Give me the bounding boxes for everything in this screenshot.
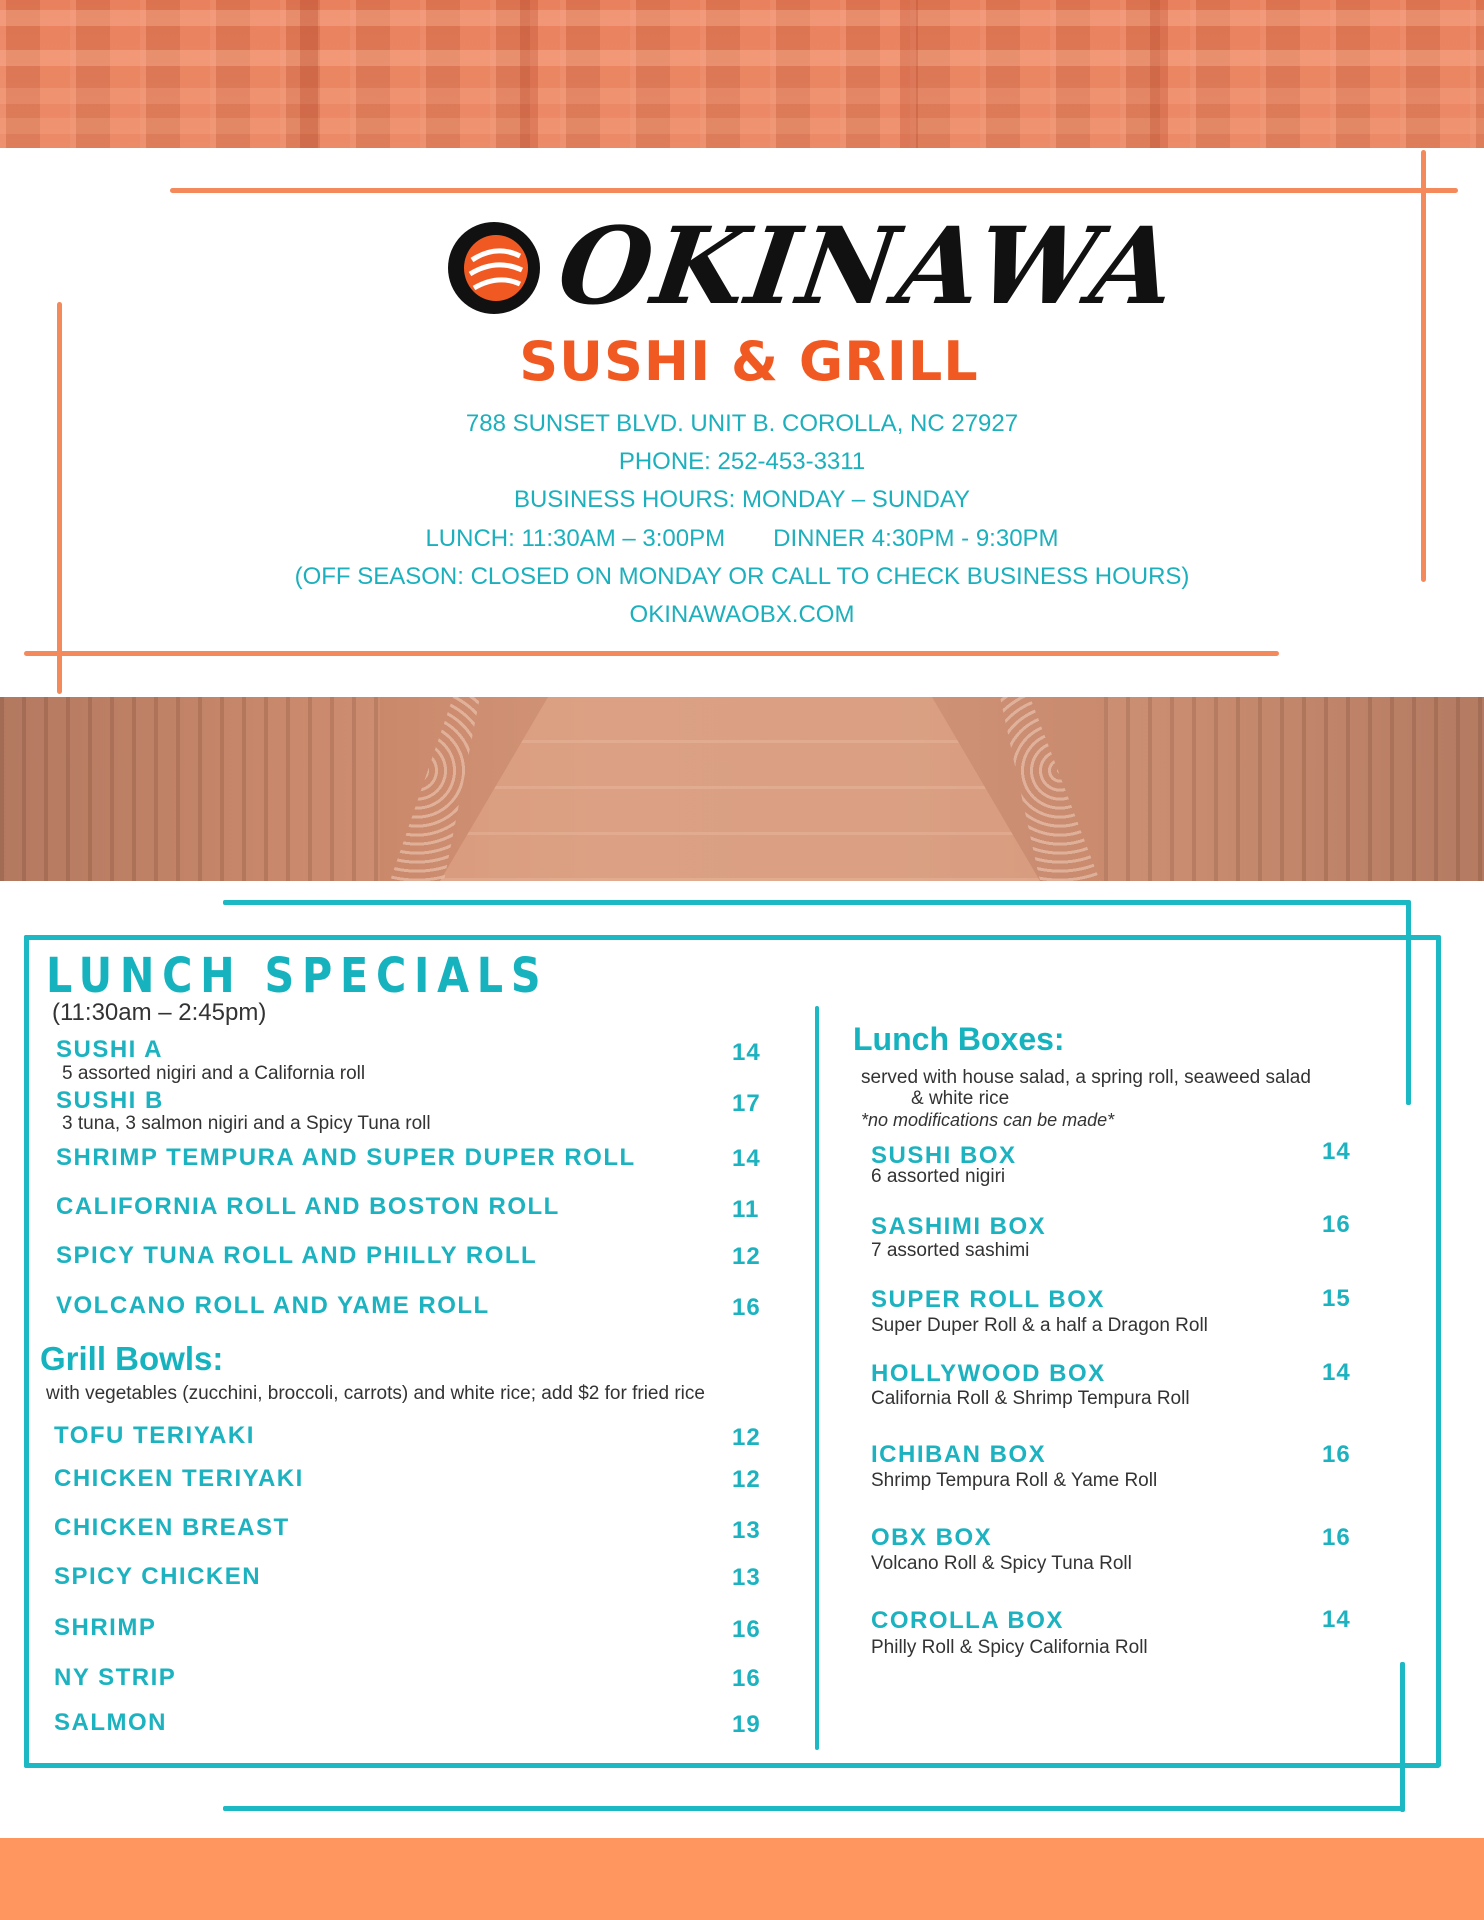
restaurant-logo: [444, 203, 1186, 328]
frame-line-top: [170, 188, 1458, 193]
menu-column-divider: [815, 1006, 819, 1750]
list-item-name: ICHIBAN BOX: [871, 1441, 1047, 1468]
list-item-desc: 5 assorted nigiri and a California roll: [62, 1063, 366, 1084]
list-item-price: 12: [732, 1466, 761, 1493]
list-item-price: 19: [732, 1711, 761, 1738]
lunch-boxes-note-cont: & white rice: [911, 1088, 1010, 1109]
lunch-boxes-note: served with house salad, a spring roll, seaweed salad: [861, 1067, 1311, 1088]
list-item-name: CHICKEN TERIYAKI: [54, 1465, 304, 1492]
list-item-name: NY STRIP: [54, 1664, 177, 1691]
grill-bowls-title: Grill Bowls:: [40, 1340, 224, 1377]
list-item-price: 14: [732, 1145, 761, 1172]
list-item-price: 13: [732, 1517, 761, 1544]
meal-hours: [0, 525, 1484, 553]
list-item-name: SUPER ROLL BOX: [871, 1286, 1105, 1313]
list-item-price: 12: [732, 1424, 761, 1451]
list-item-desc: 3 tuna, 3 salmon nigiri and a Spicy Tuna roll: [62, 1113, 431, 1134]
list-item-desc: 6 assorted nigiri: [871, 1166, 1006, 1187]
list-item-desc: Volcano Roll & Spicy Tuna Roll: [871, 1553, 1132, 1574]
menu-frame-offset-right-lower: [1400, 1662, 1405, 1812]
lunch-specials-hours: (11:30am – 2:45pm): [52, 999, 267, 1026]
dinner-hours: DINNER 4:30PM - 9:30PM: [773, 525, 1059, 552]
address: 788 SUNSET BLVD. UNIT B. COROLLA, NC 27927: [465, 410, 1019, 437]
list-item-price: 16: [732, 1294, 761, 1321]
grill-bowls-note: with vegetables (zucchini, broccoli, carrots) and white rice; add $2 for fried rice: [46, 1383, 705, 1404]
list-item-name: TOFU TERIYAKI: [54, 1422, 255, 1449]
list-item-name: SUSHI A: [56, 1036, 163, 1063]
list-item-price: 14: [1322, 1606, 1351, 1633]
list-item-price: 12: [732, 1243, 761, 1270]
list-item-price: 16: [1322, 1441, 1351, 1468]
menu-frame-bottom: [24, 1763, 1440, 1768]
list-item-name: OBX BOX: [871, 1524, 993, 1551]
list-item-name: COROLLA BOX: [871, 1607, 1064, 1634]
list-item-price: 17: [732, 1090, 761, 1117]
list-item-name: SUSHI BOX: [871, 1142, 1017, 1169]
list-item-name: SHRIMP TEMPURA AND SUPER DUPER ROLL: [56, 1144, 636, 1171]
list-item-name: SALMON: [54, 1709, 167, 1736]
list-item-desc: California Roll & Shrimp Tempura Roll: [871, 1388, 1190, 1409]
menu-frame-left: [24, 935, 29, 1767]
menu-frame-right: [1436, 935, 1441, 1767]
website[interactable]: OKINAWAOBX.COM: [629, 601, 855, 628]
business-hours: BUSINESS HOURS: MONDAY – SUNDAY: [513, 486, 971, 513]
list-item-name: SASHIMI BOX: [871, 1213, 1047, 1240]
list-item-name: CHICKEN BREAST: [54, 1514, 290, 1541]
lunch-specials-title: LUNCH SPECIALS: [46, 948, 549, 1004]
list-item-price: 14: [732, 1039, 761, 1066]
list-item-desc: Shrimp Tempura Roll & Yame Roll: [871, 1470, 1158, 1491]
list-item-name: CALIFORNIA ROLL AND BOSTON ROLL: [56, 1193, 560, 1220]
list-item-price: 11: [732, 1196, 760, 1223]
logo-wordmark: OKINAWA: [551, 203, 1186, 328]
list-item-price: 15: [1322, 1285, 1351, 1312]
menu-frame-offset-right-upper: [1406, 900, 1411, 1105]
list-item-desc: Philly Roll & Spicy California Roll: [871, 1637, 1148, 1658]
list-item-name: VOLCANO ROLL AND YAME ROLL: [56, 1292, 490, 1319]
list-item-price: 13: [732, 1564, 761, 1591]
menu-frame-offset-top: [223, 900, 1409, 905]
list-item-price: 16: [732, 1665, 761, 1692]
list-item-desc: 7 assorted sashimi: [871, 1240, 1030, 1261]
frame-line-bottom: [24, 651, 1279, 656]
list-item-price: 14: [1322, 1359, 1351, 1386]
top-banner-image: [0, 0, 1484, 148]
list-item-name: HOLLYWOOD BOX: [871, 1360, 1106, 1387]
menu-frame-top: [24, 935, 1440, 940]
list-item-name: SPICY CHICKEN: [54, 1563, 262, 1590]
menu-frame-offset-bottom: [223, 1806, 1405, 1811]
list-item-name: SPICY TUNA ROLL AND PHILLY ROLL: [56, 1242, 538, 1269]
bottom-band: [0, 1838, 1484, 1920]
logo-subtitle: SUSHI & GRILL: [519, 330, 979, 393]
off-season-note: (OFF SEASON: CLOSED ON MONDAY OR CALL TO CHECK BUSINESS HOURS): [294, 563, 1190, 590]
list-item-price: 16: [732, 1616, 761, 1643]
path-banner-image: [0, 697, 1484, 881]
list-item-name: SHRIMP: [54, 1614, 157, 1641]
salmon-nigiri-icon: [444, 212, 544, 322]
list-item-price: 14: [1322, 1138, 1351, 1165]
frame-line-right: [1421, 150, 1426, 582]
lunch-boxes-disclaimer: *no modifications can be made*: [861, 1110, 1115, 1130]
list-item-desc: Super Duper Roll & a half a Dragon Roll: [871, 1315, 1208, 1336]
lunch-hours: LUNCH: 11:30AM – 3:00PM: [425, 525, 726, 552]
phone: PHONE: 252-453-3311: [618, 448, 866, 475]
list-item-name: SUSHI B: [56, 1087, 164, 1114]
list-item-price: 16: [1322, 1524, 1351, 1551]
list-item-price: 16: [1322, 1211, 1351, 1238]
lunch-boxes-title: Lunch Boxes:: [853, 1021, 1065, 1057]
